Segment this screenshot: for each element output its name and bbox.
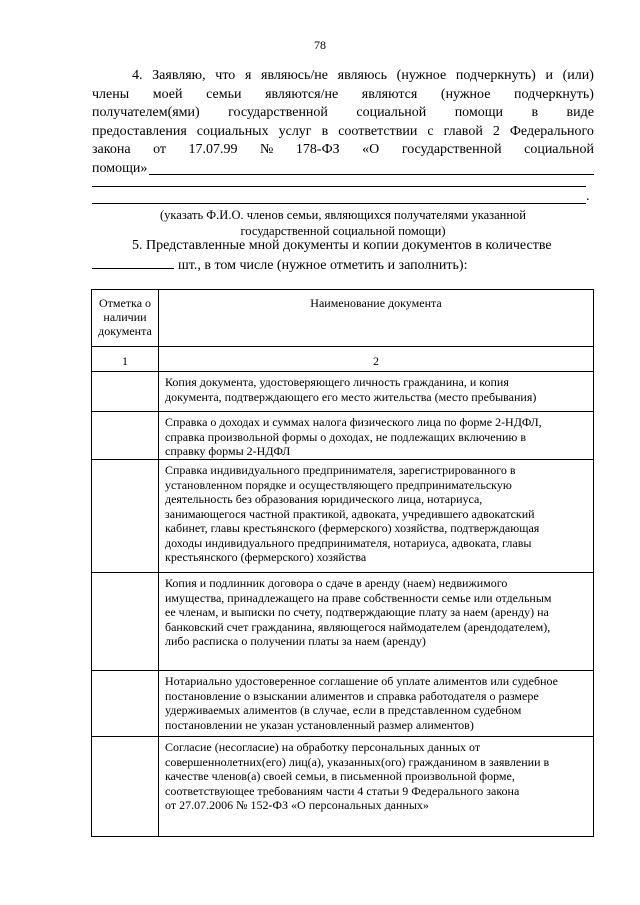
word: от xyxy=(153,142,166,157)
word: соответствии xyxy=(338,123,418,139)
document-name-cell xyxy=(159,460,594,573)
word: Заявляю, xyxy=(152,68,206,83)
header-text: наличии xyxy=(103,310,147,324)
document-name-line: Нотариально удостоверенное соглашение об уплате алиментов или судебное xyxy=(165,674,558,688)
item-5-line: 5. Представленные мной документы и копии документов в количестве xyxy=(132,238,552,253)
document-name-line: занимающегося частной практикой, адвоката, учредившего адвокатский xyxy=(165,506,535,521)
document-name-line: справка произвольной формы о доходах, не подлежащих включению в xyxy=(165,429,527,444)
word: подчеркнуть) xyxy=(514,86,594,102)
document-name-line: удерживаемых алиментов (в случае, если в представленном судебном xyxy=(165,703,522,717)
table-row xyxy=(92,372,594,412)
document-name-line: доходы индивидуального предпринимателя, нотариуса, адвоката, главы xyxy=(165,535,532,550)
mark-cell[interactable] xyxy=(92,573,159,671)
caption-line: государственной социальной помощи) xyxy=(240,224,446,238)
word: что xyxy=(215,68,236,83)
word: являются/не xyxy=(265,86,339,102)
word: главой xyxy=(443,123,483,139)
header-text: Отметка о xyxy=(98,296,152,310)
word: (нужное xyxy=(396,68,447,83)
word: предоставления xyxy=(92,123,187,139)
item-4-line xyxy=(92,160,594,179)
word: в xyxy=(321,123,329,139)
document-name-line: соответствующее требованиям части 4 статьи 9 Федерального закона xyxy=(165,783,520,798)
mark-cell[interactable] xyxy=(92,460,159,573)
word: члены xyxy=(92,86,130,102)
word: в xyxy=(531,105,539,120)
document-name-line: либо расписка о получении платы за наем (аренду) xyxy=(165,634,426,648)
word: виде xyxy=(566,105,594,120)
word: и xyxy=(545,68,553,83)
item-4-line xyxy=(92,86,594,105)
table-row xyxy=(92,737,594,837)
document-name-line: крестьянского (фермерского) хозяйства xyxy=(165,550,367,564)
word: услуг xyxy=(278,123,312,139)
document-name-line: Копия документа, удостоверяющего личность гражданина, и копия xyxy=(165,375,509,389)
table-row xyxy=(92,573,594,671)
table-row xyxy=(92,460,594,573)
number-cell xyxy=(159,347,594,372)
word: 17.07.99 xyxy=(188,142,238,157)
mark-cell[interactable] xyxy=(92,737,159,837)
word: 2 xyxy=(492,123,500,139)
word: 178-ФЗ xyxy=(295,142,340,157)
document-name-line: Справка о доходах и суммах налога физического лица по форме 2-НДФЛ, xyxy=(165,415,542,429)
document-name-cell xyxy=(159,737,594,837)
caption-fio xyxy=(92,207,594,239)
item-5-line xyxy=(92,256,594,276)
word: подчеркнуть) xyxy=(455,68,536,83)
column-number: 2 xyxy=(373,354,379,368)
quantity-blank[interactable] xyxy=(92,256,174,269)
header-text: Наименование документа xyxy=(310,296,442,310)
document-name-line: деятельность без образования юридического лица, нотариуса, xyxy=(165,492,483,506)
word: с xyxy=(427,123,434,139)
fill-in-line[interactable] xyxy=(149,160,594,175)
word: являюсь/не xyxy=(261,68,328,83)
item-4-line xyxy=(92,67,594,86)
word: семьи xyxy=(206,86,242,102)
blank-line xyxy=(92,203,586,204)
item-4-line xyxy=(92,141,594,160)
word: № xyxy=(260,142,274,157)
item-4-line xyxy=(92,104,594,123)
document-name-line: постановление о взыскании алиментов и справка работодателя о размере xyxy=(165,688,539,703)
item-5-line-text: шт., в том числе (нужное отметить и заполнить): xyxy=(178,257,468,273)
line-end-dot: . xyxy=(586,189,590,204)
column-number: 1 xyxy=(122,354,128,368)
page-number: 78 xyxy=(314,38,326,52)
document-name-line: качестве членов(а) своей семьи, в письменной произвольной форме, xyxy=(165,769,515,783)
number-cell xyxy=(92,347,159,372)
word: помощи xyxy=(454,105,504,120)
word: социальной xyxy=(356,105,427,120)
documents-table xyxy=(91,289,594,837)
word: социальной xyxy=(524,142,594,157)
document-name-line: кабинет, главы крестьянского (фермерского) хозяйства, подтверждающая xyxy=(165,521,540,535)
document-name-line: постановлении не указан установленный размер алиментов) xyxy=(165,717,474,732)
table-row xyxy=(92,412,594,460)
document-name-line: Справка индивидуального предпринимателя, зарегистрированного в xyxy=(165,463,516,477)
document-name-line: справку формы 2-НДФЛ xyxy=(165,444,291,458)
document-name-line: установленном порядке и осуществляющего предпринимательскую xyxy=(165,477,512,492)
document-name-line: документа, подтверждающего его место жительства (место пребывания) xyxy=(165,389,537,404)
word: получателем(ями) xyxy=(92,105,200,120)
blank-line xyxy=(92,186,586,187)
mark-cell[interactable] xyxy=(92,412,159,460)
caption-line: (указать Ф.И.О. членов семьи, являющихся получателями указанной xyxy=(160,208,526,222)
document-name-line: Копия и подлинник договора о сдаче в аренду (наем) недвижимого xyxy=(165,576,508,590)
mark-cell[interactable] xyxy=(92,671,159,737)
header-text: документа xyxy=(98,324,152,338)
word: 4. xyxy=(132,68,143,83)
document-name-line: имущества, принадлежащего на праве собственности семье или отдельным xyxy=(165,590,552,605)
mark-cell[interactable] xyxy=(92,372,159,412)
document-name-line: от 27.07.2006 № 152-ФЗ «О персональных данных» xyxy=(165,798,429,812)
document-name-line: Согласие (несогласие) на обработку персональных данных от xyxy=(165,740,481,754)
word: помощи» xyxy=(92,160,148,176)
word: социальных xyxy=(196,123,269,139)
word: я xyxy=(244,68,252,83)
table-row xyxy=(92,671,594,737)
word: (или) xyxy=(562,68,594,83)
document-name-cell xyxy=(159,412,594,460)
table-header-row xyxy=(92,290,594,347)
word: государственной xyxy=(228,105,328,120)
word: закона xyxy=(92,142,131,157)
word: Федерального xyxy=(509,123,594,139)
item-5-paragraph xyxy=(92,237,594,275)
header-mark-cell xyxy=(92,290,159,347)
word: моей xyxy=(152,86,183,102)
word: являюсь xyxy=(337,68,388,83)
document-name-cell xyxy=(159,573,594,671)
table-number-row xyxy=(92,347,594,372)
document-name-line: совершеннолетних(его) лиц(а), указанных(ого) гражданином в заявлении в xyxy=(165,754,550,769)
item-4-paragraph xyxy=(92,67,594,178)
word: являются xyxy=(361,86,418,102)
word: (нужное xyxy=(440,86,491,102)
item-4-line xyxy=(92,123,594,142)
document-name-cell xyxy=(159,671,594,737)
word: «О xyxy=(362,142,380,157)
document-name-cell xyxy=(159,372,594,412)
document-name-line: ее членам, и выписки по счету, подтверждающие плату за наем (аренду) на xyxy=(165,605,549,619)
document-name-line: банковский счет гражданина, являющегося наймодателем (арендодателем), xyxy=(165,619,551,634)
header-name-cell xyxy=(159,290,594,347)
word: государственной xyxy=(401,142,502,157)
